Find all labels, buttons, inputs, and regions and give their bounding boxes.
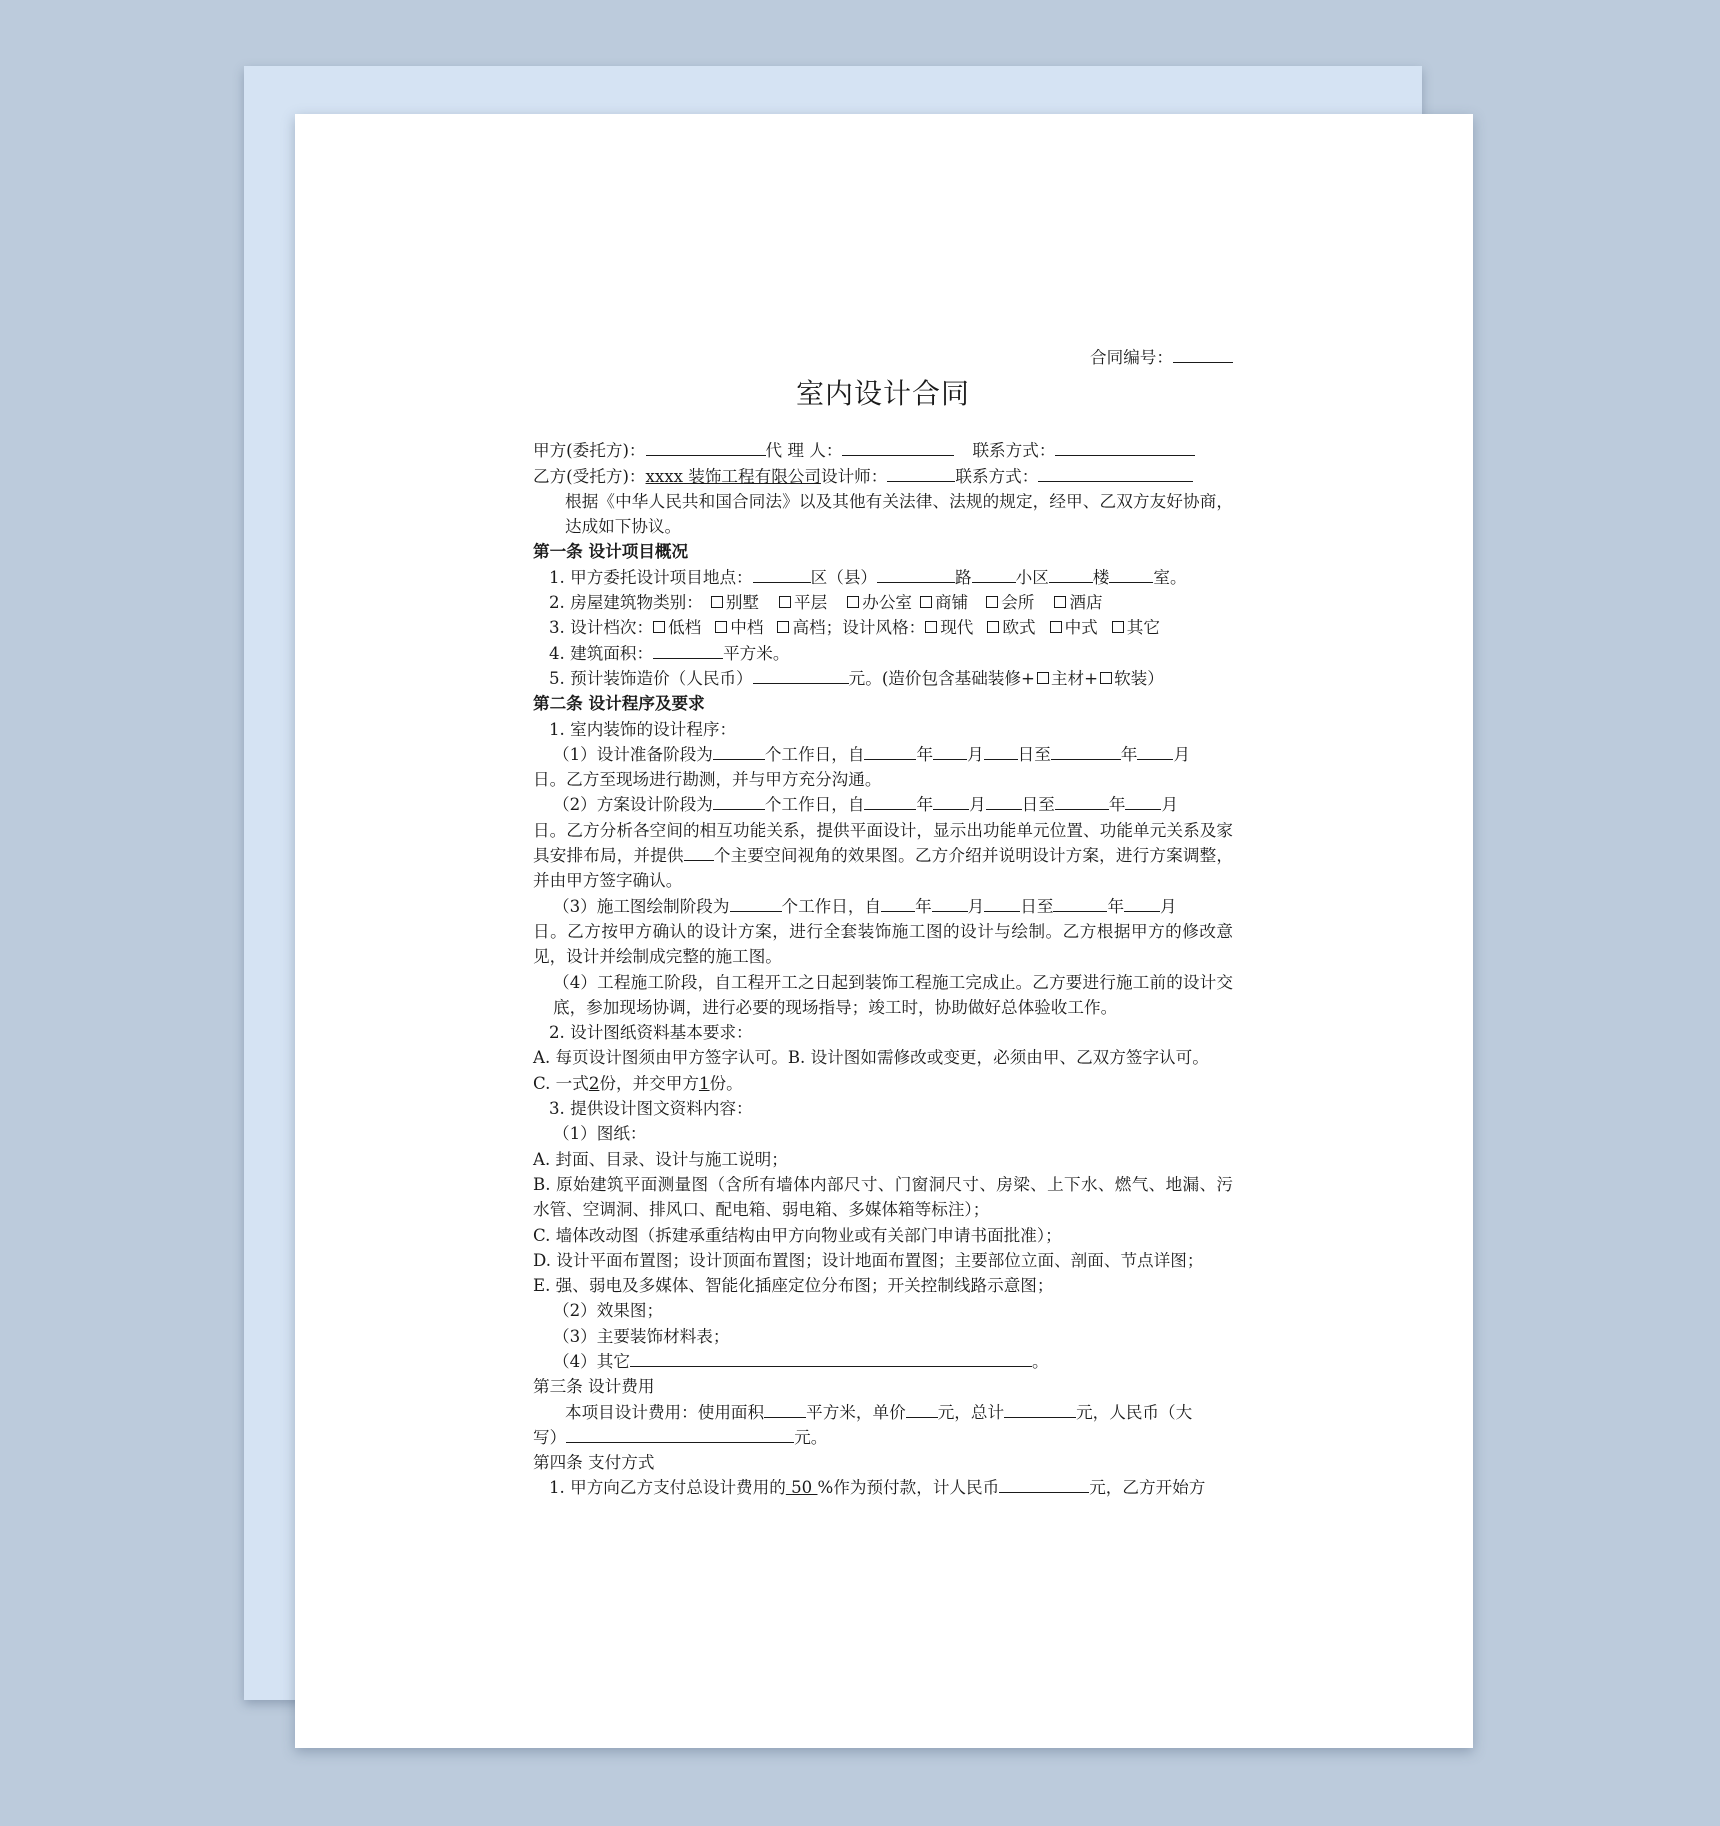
requirement-c — [533, 1071, 1233, 1096]
blank[interactable] — [1109, 565, 1153, 583]
contract-body — [533, 345, 1233, 1501]
blank[interactable] — [881, 894, 915, 912]
text: 元，人民币（大 — [1076, 1402, 1193, 1422]
blank[interactable] — [1055, 792, 1109, 810]
phase-2 — [533, 792, 1233, 817]
text: （4）其它 — [553, 1351, 630, 1371]
text: C. 一式 — [533, 1073, 589, 1093]
blank[interactable] — [646, 438, 766, 456]
section-text: 3. 提供设计图文资料内容： — [549, 1099, 753, 1119]
option-label: 办公室 — [862, 593, 913, 613]
item-area — [533, 641, 1233, 666]
checkbox[interactable] — [1054, 596, 1066, 608]
checkbox[interactable] — [715, 621, 727, 633]
text: 份，并交甲方 — [599, 1073, 699, 1093]
text: 4. 建筑面积： — [549, 643, 654, 663]
text: 小区 — [1015, 567, 1049, 587]
item-grade-style — [533, 615, 1233, 640]
text: 元，乙方开始方 — [1089, 1478, 1206, 1498]
blank[interactable] — [1049, 565, 1093, 583]
blank[interactable] — [566, 1425, 794, 1443]
text: 个工作日，自 — [764, 744, 865, 764]
blank[interactable] — [984, 742, 1018, 760]
option-label: 会所 — [1001, 593, 1035, 613]
text: 本项目设计费用：使用面积 — [565, 1402, 765, 1422]
party-a-label: 甲方(委托方)： — [533, 441, 646, 461]
requirement-ab: A. 每页设计图须由甲方签字认可。B. 设计图如需修改或变更，必须由甲、乙双方签字认可。 — [533, 1048, 1209, 1068]
deliverable: B. 原始建筑平面测量图（含所有墙体内部尺寸、门窗洞尺寸、房梁、上下水、燃气、地漏、污水管、空调洞、排风口、配电箱、弱电箱、多媒体箱等标注）； — [533, 1174, 1233, 1220]
deliverable: （3）主要装饰材料表； — [553, 1326, 730, 1346]
blank[interactable] — [1125, 792, 1161, 810]
blank[interactable] — [653, 641, 723, 659]
text: 元。 — [794, 1427, 828, 1447]
article-1-heading: 第一条 设计项目概况 — [533, 541, 689, 562]
blank[interactable] — [630, 1349, 1032, 1367]
agent-label: 代 理 人： — [765, 441, 843, 461]
copies-value: 2 — [588, 1073, 600, 1093]
text: 年 — [916, 744, 934, 764]
text: 路 — [955, 567, 972, 587]
checkbox[interactable] — [1100, 672, 1112, 684]
phase-2-cont — [533, 818, 1233, 894]
text: 。 — [1031, 1351, 1049, 1371]
blank[interactable] — [887, 464, 955, 482]
text: 楼 — [1092, 567, 1110, 587]
blank[interactable] — [1053, 894, 1107, 912]
option-label: 其它 — [1126, 618, 1160, 638]
checkbox[interactable] — [777, 621, 789, 633]
blank[interactable] — [713, 742, 765, 760]
text: 日至 — [1021, 795, 1055, 815]
text: 个工作日，自 — [764, 795, 865, 815]
blank[interactable] — [1038, 464, 1193, 482]
text: 1. 甲方向乙方支付总设计费用的 — [549, 1478, 786, 1498]
text: 年 — [1108, 795, 1126, 815]
option-label: 别墅 — [725, 593, 760, 613]
blank[interactable] — [730, 894, 782, 912]
article-4-heading: 第四条 支付方式 — [533, 1453, 655, 1473]
checkbox[interactable] — [779, 596, 791, 608]
blank[interactable] — [1173, 345, 1233, 363]
text: 写） — [533, 1427, 567, 1447]
text: 5. 预计装饰造价（人民币） — [549, 668, 753, 688]
text: 年 — [915, 896, 932, 916]
text: 平方米。 — [723, 643, 790, 663]
text: 元。(造价包含基础装修+ — [848, 668, 1035, 688]
preamble: 根据《中华人民共和国合同法》以及其他有关法律、法规的规定，经甲、乙双方友好协商，达成如下协议。 — [565, 491, 1233, 537]
contact-label: 联系方式： — [955, 466, 1039, 486]
party-b-label: 乙方(受托方)： — [533, 466, 646, 486]
blank[interactable] — [984, 894, 1020, 912]
blank[interactable] — [753, 666, 849, 684]
contact-label: 联系方式： — [972, 441, 1056, 461]
text: 份。 — [709, 1073, 743, 1093]
blank[interactable] — [684, 843, 714, 861]
item-cost — [533, 666, 1233, 691]
blank[interactable] — [713, 792, 765, 810]
text: 月 — [967, 896, 985, 916]
checkbox[interactable] — [1037, 672, 1049, 684]
text: 平方米，单价 — [806, 1402, 906, 1422]
text: 月 — [967, 744, 984, 764]
blank[interactable] — [864, 792, 916, 810]
checkbox[interactable] — [653, 621, 665, 633]
text: 3. 设计档次： — [549, 618, 654, 638]
designer-label: 设计师： — [820, 466, 888, 486]
copies-value: 1 — [698, 1073, 710, 1093]
section-text: 2. 设计图纸资料基本要求： — [549, 1023, 753, 1043]
article-3-heading: 第三条 设计费用 — [533, 1377, 655, 1397]
blank[interactable] — [1051, 742, 1121, 760]
blank[interactable] — [1055, 438, 1195, 456]
phase-4: （4）工程施工阶段，自工程开工之日起到装饰工程施工完成止。乙方要进行施工前的设计交底，参加现场协调，进行必要的现场指导；竣工时，协助做好总体验收工作。 — [553, 972, 1233, 1017]
blank[interactable] — [933, 792, 969, 810]
checkbox[interactable] — [987, 621, 999, 633]
option-label: 现代 — [940, 618, 974, 638]
contract-number — [533, 345, 1233, 370]
blank[interactable] — [753, 565, 811, 583]
fee-line-cont — [533, 1425, 1233, 1450]
blank[interactable] — [999, 1475, 1089, 1493]
checkbox[interactable] — [920, 596, 932, 608]
text: 年 — [1120, 744, 1138, 764]
checkbox[interactable] — [847, 596, 859, 608]
text: 月 — [1161, 795, 1179, 815]
party-a-line — [533, 438, 1233, 463]
document-page — [295, 114, 1473, 1748]
option-label: 中档 — [730, 618, 764, 638]
text: （2）方案设计阶段为 — [553, 795, 713, 815]
text: （3）施工图绘制阶段为 — [553, 896, 730, 916]
text: 元，总计 — [937, 1402, 1005, 1422]
option-label: 商铺 — [935, 593, 969, 613]
blank[interactable] — [906, 1400, 938, 1418]
checkbox[interactable] — [1112, 621, 1124, 633]
contract-number-label: 合同编号： — [1090, 348, 1173, 367]
company-name: xxxx 装饰工程有限公司 — [645, 466, 821, 486]
option-label: 欧式 — [1002, 618, 1036, 638]
text: 主材+ — [1050, 668, 1099, 688]
deliverable: E. 强、弱电及多媒体、智能化插座定位分布图；开关控制线路示意图； — [533, 1276, 1054, 1296]
blank[interactable] — [877, 565, 955, 583]
phase-3-cont: 日。乙方按甲方确认的设计方案，进行全套装饰施工图的设计与绘制。乙方根据甲方的修改意见，设计并绘制成完整的施工图。 — [533, 921, 1233, 967]
text: 月 — [1160, 896, 1177, 916]
item-location — [533, 565, 1233, 590]
text: 年 — [916, 795, 934, 815]
blank[interactable] — [986, 792, 1022, 810]
option-label: 低档 — [668, 618, 702, 638]
text: 年 — [1107, 896, 1125, 916]
blank[interactable] — [1124, 894, 1160, 912]
blank[interactable] — [864, 742, 916, 760]
blank[interactable] — [932, 894, 968, 912]
text: 个工作日，自 — [781, 896, 882, 916]
checkbox[interactable] — [1050, 621, 1062, 633]
deliverable: A. 封面、目录、设计与施工说明； — [533, 1149, 788, 1169]
phase-1-cont: 日。乙方至现场进行勘测，并与甲方充分沟通。 — [533, 770, 882, 790]
text: 1. 甲方委托设计项目地点： — [549, 567, 753, 587]
deliverable-other — [533, 1349, 1233, 1374]
phase-1 — [533, 742, 1233, 767]
party-b-line — [533, 464, 1233, 489]
blank[interactable] — [933, 742, 967, 760]
option-label: 平层 — [794, 593, 828, 613]
deliverable: （2）效果图； — [553, 1301, 664, 1321]
text: 2. 房屋建筑物类别： — [549, 593, 703, 613]
article-2-heading: 第二条 设计程序及要求 — [533, 693, 705, 714]
option-label: 酒店 — [1069, 593, 1103, 613]
text: %作为预付款，计人民币 — [817, 1478, 1000, 1498]
blank[interactable] — [1137, 742, 1173, 760]
item-building-type — [533, 590, 1233, 615]
checkbox[interactable] — [925, 621, 937, 633]
blank[interactable] — [1004, 1400, 1076, 1418]
option-label: 中式 — [1064, 618, 1098, 638]
deliverable: （1）图纸： — [553, 1124, 647, 1144]
text: 日至 — [1017, 744, 1051, 764]
page-title: 室内设计合同 — [795, 377, 970, 411]
checkbox[interactable] — [986, 596, 998, 608]
text: 区（县） — [810, 567, 878, 587]
payment-line — [533, 1475, 1233, 1500]
text: 月 — [1173, 744, 1191, 764]
phase-3 — [533, 894, 1233, 919]
text: 室。 — [1153, 567, 1187, 587]
blank[interactable] — [972, 565, 1016, 583]
checkbox[interactable] — [711, 596, 723, 608]
deliverable: D. 设计平面布置图；设计顶面布置图；设计地面布置图；主要部位立面、剖面、节点详图； — [533, 1250, 1204, 1270]
option-label: 高档；设计风格： — [792, 618, 926, 638]
percent-value: 50 — [785, 1478, 818, 1498]
text: （1）设计准备阶段为 — [553, 744, 713, 764]
text: 软装） — [1114, 668, 1164, 688]
text: 月 — [969, 795, 986, 815]
text: 日。乙方分析各空间的相互功能关系，提供平面设计，显示出功能单元位置、功能单元关系及家具安排布局，并提供 — [533, 820, 1233, 866]
blank[interactable] — [842, 438, 954, 456]
text: 日至 — [1020, 896, 1054, 916]
section-text: 1. 室内装饰的设计程序： — [549, 719, 737, 739]
blank[interactable] — [764, 1400, 806, 1418]
deliverable: C. 墙体改动图（拆建承重结构由甲方向物业或有关部门申请书面批准）； — [533, 1225, 1062, 1245]
text: 个主要空间视角的效果图。乙方介绍并说明设计方案，进行方案调整，并由甲方签字确认。 — [533, 846, 1233, 891]
fee-line — [533, 1400, 1233, 1425]
